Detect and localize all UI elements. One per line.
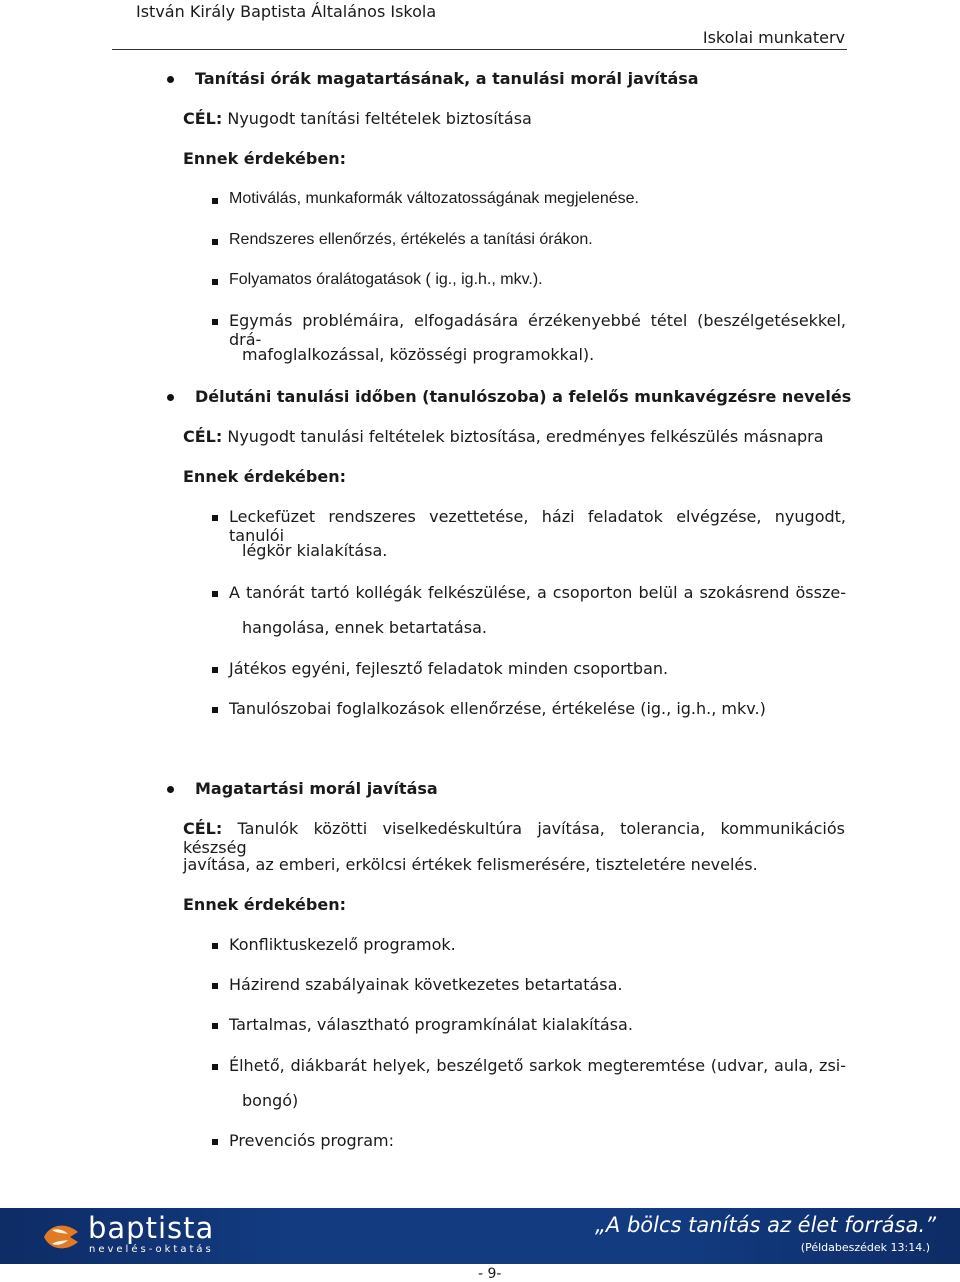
list-item: Élhető, diákbarát helyek, beszélgető sarkok megteremtése (udvar, aula, zsi- — [229, 1056, 846, 1075]
list-item: Rendszeres ellenőrzés, értékelés a tanítási órákon. — [229, 231, 593, 248]
square-bullet-icon — [212, 667, 218, 673]
list-item: Házirend szabályainak következetes betartatása. — [229, 975, 623, 994]
list-item: Leckefüzet rendszeres vezettetése, házi feladatok elvégzése, nyugodt, tanulói — [229, 507, 846, 545]
document-title: Iskolai munkaterv — [702, 28, 845, 47]
list-item: Motiválás, munkaformák változatosságának megjelenése. — [229, 190, 639, 207]
list-item: A tanórát tartó kollégák felkészülése, a csoporton belül a szokásrend össze- — [229, 583, 846, 602]
goal-text: Nyugodt tanítási feltételek biztosítása — [222, 109, 532, 128]
list-item-continuation: hangolása, ennek betartatása. — [242, 618, 487, 637]
square-bullet-icon — [212, 591, 218, 597]
section-title: Tanítási órák magatartásának, a tanulási morál javítása — [195, 69, 699, 88]
goal-text: Nyugodt tanulási feltételek biztosítása, eredményes felkészülés másnapra — [222, 427, 824, 446]
square-bullet-icon — [212, 279, 218, 285]
list-item: Egymás problémáira, elfogadására érzékenyebbé tétel (beszélgetésekkel, drá- — [229, 311, 846, 349]
square-bullet-icon — [212, 198, 218, 204]
square-bullet-icon — [212, 319, 218, 325]
goal-line — [183, 427, 824, 446]
list-item-continuation: mafoglalkozással, közösségi programokkal). — [242, 345, 595, 364]
square-bullet-icon — [212, 239, 218, 245]
list-item-continuation: bongó) — [242, 1091, 299, 1110]
goal-label: CÉL: — [183, 109, 223, 128]
school-name: István Király Baptista Általános Iskola — [136, 2, 437, 21]
for-this-label: Ennek érdekében: — [183, 149, 346, 168]
section-title: Délutáni tanulási időben (tanulószoba) a felelős munkavégzésre nevelés — [195, 387, 852, 406]
motto: „A bölcs tanítás az élet forrása.” — [595, 1213, 936, 1237]
motto-reference: (Példabeszédek 13:14.) — [800, 1241, 930, 1254]
logo-name: baptista — [88, 1211, 215, 1245]
square-bullet-icon — [212, 943, 218, 949]
header-divider — [112, 49, 847, 50]
page-number: - 9- — [478, 1266, 502, 1282]
list-item: Prevenciós program: — [229, 1131, 395, 1150]
list-item: Folyamatos óralátogatások ( ig., ig.h., mkv.). — [229, 271, 543, 288]
square-bullet-icon — [212, 1064, 218, 1070]
goal-line — [183, 819, 845, 857]
section-title: Magatartási morál javítása — [195, 779, 438, 798]
square-bullet-icon — [212, 515, 218, 521]
goal-line — [183, 109, 532, 128]
for-this-label: Ennek érdekében: — [183, 467, 346, 486]
square-bullet-icon — [212, 983, 218, 989]
section-bullet-icon — [167, 786, 174, 793]
square-bullet-icon — [212, 1023, 218, 1029]
goal-label: CÉL: — [183, 819, 223, 838]
square-bullet-icon — [212, 1139, 218, 1145]
goal-text: Tanulók közötti viselkedéskultúra javítása, tolerancia, kommunikációs készség — [183, 819, 845, 857]
section-bullet-icon — [167, 76, 174, 83]
for-this-label: Ennek érdekében: — [183, 895, 346, 914]
section-bullet-icon — [167, 394, 174, 401]
goal-continuation: javítása, az emberi, erkölcsi értékek felismerésére, tiszteletére nevelés. — [183, 855, 758, 874]
list-item: Játékos egyéni, fejlesztő feladatok minden csoportban. — [229, 659, 669, 678]
list-item: Konfliktuskezelő programok. — [229, 935, 456, 954]
square-bullet-icon — [212, 707, 218, 713]
list-item: Tartalmas, választható programkínálat kialakítása. — [229, 1015, 633, 1034]
list-item: Tanulószobai foglalkozások ellenőrzése, értékelése (ig., ig.h., mkv.) — [229, 699, 766, 718]
footer-banner — [0, 1208, 960, 1264]
list-item-continuation: légkör kialakítása. — [242, 541, 388, 560]
goal-label: CÉL: — [183, 427, 223, 446]
logo-subtitle: nevelés-oktatás — [89, 1244, 214, 1255]
baptista-fish-logo-icon — [42, 1218, 82, 1256]
